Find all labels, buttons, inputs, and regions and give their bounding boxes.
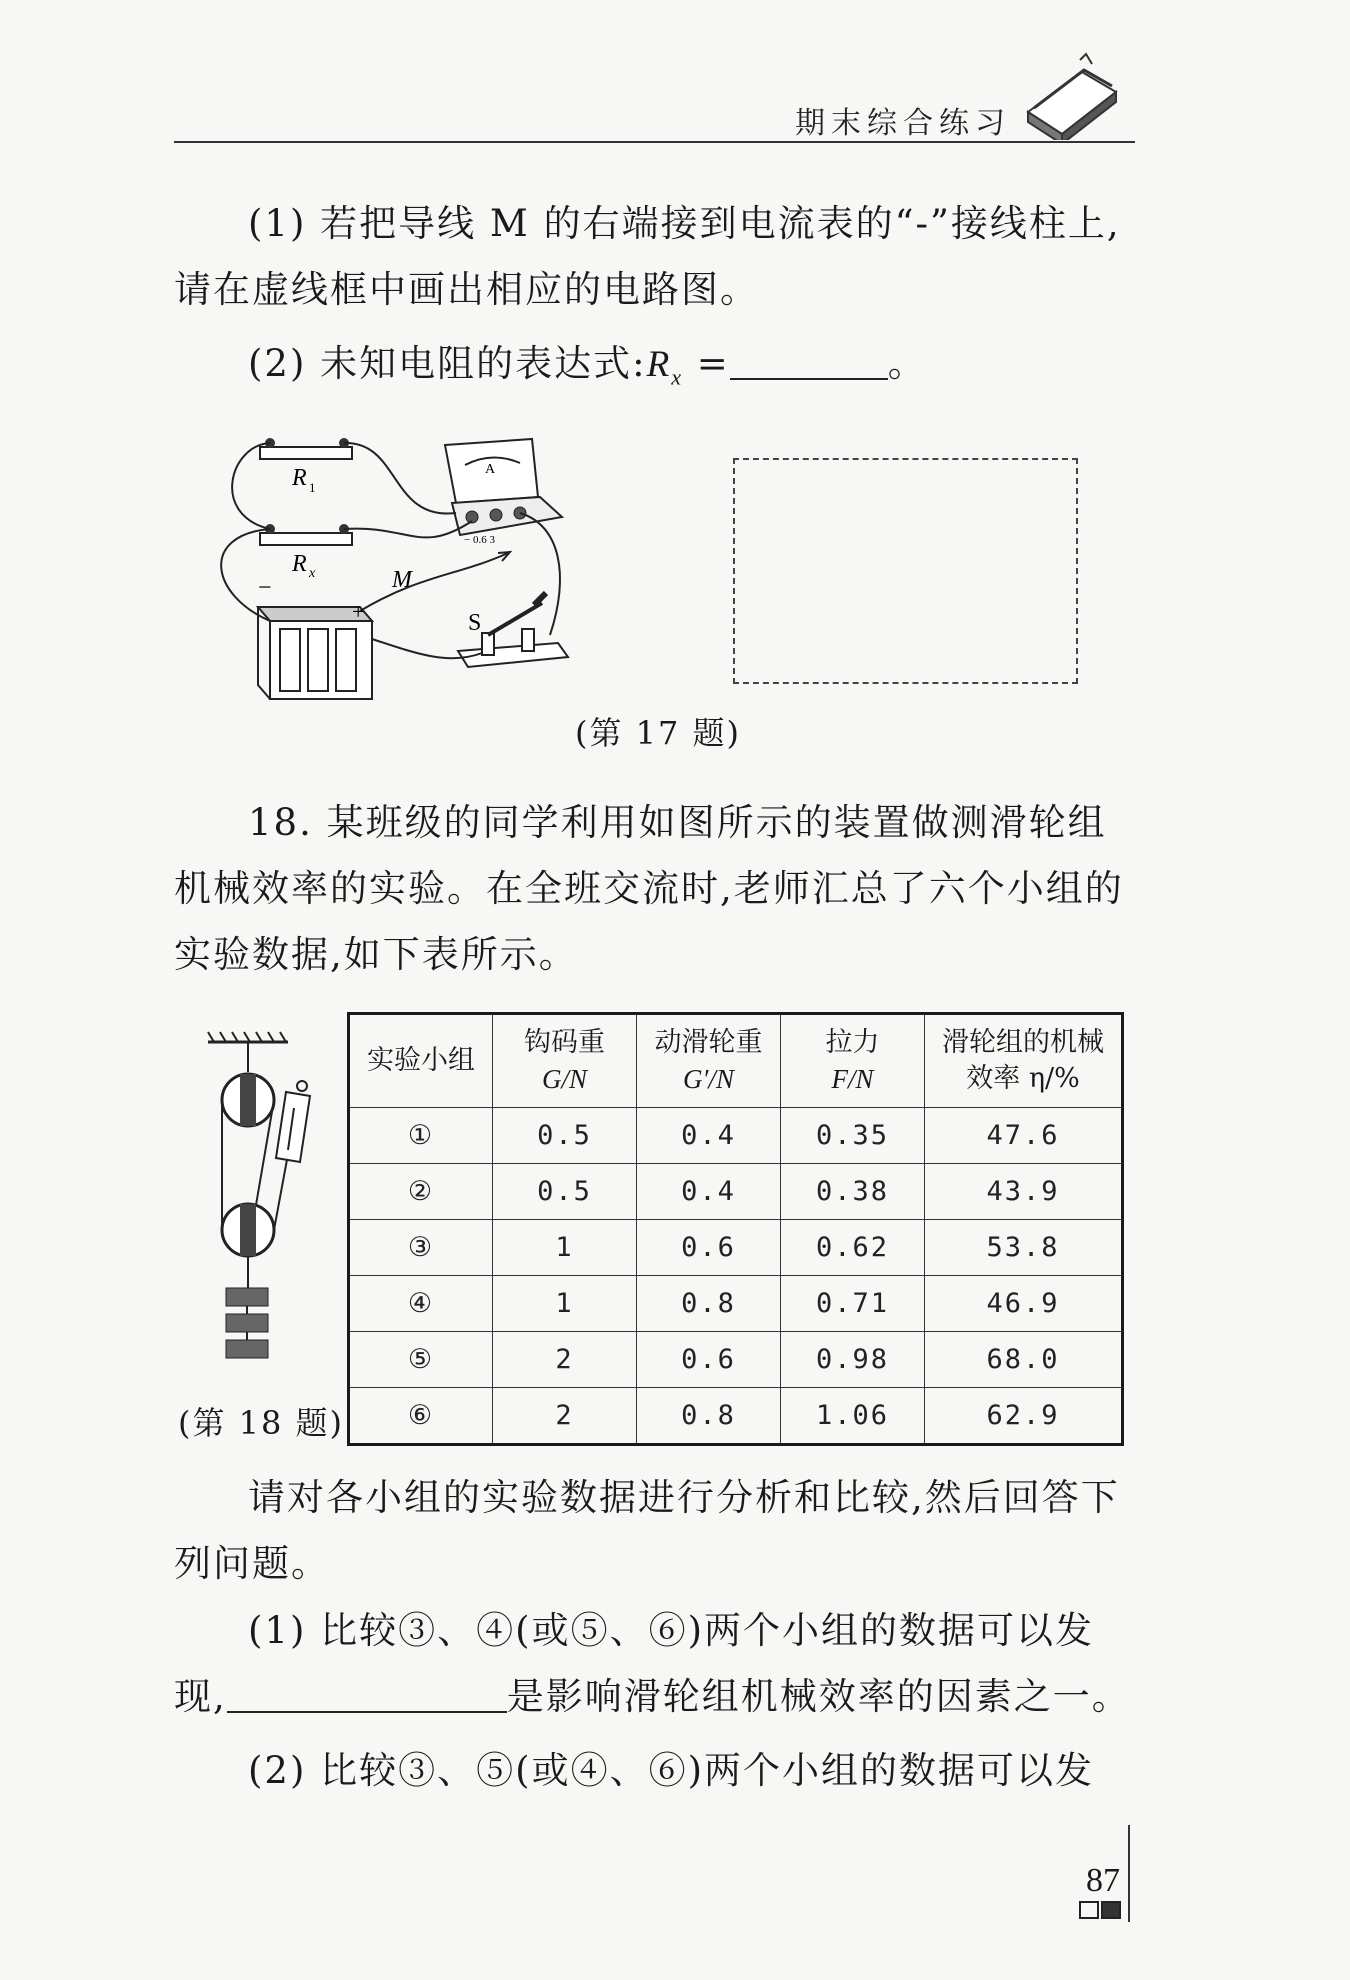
table-row: [349, 1332, 1123, 1388]
q18-sub2: (2) 比较③、⑤(或④、⑥)两个小组的数据可以发: [248, 1749, 1095, 1792]
header-group: 实验小组: [349, 1014, 493, 1108]
cell-pulley-weight: 0.8: [637, 1388, 781, 1445]
q17-part1: (1) 若把导线 M 的右端接到电流表的“-”接线柱上,请在虚线框中画出相应的电路图。: [174, 202, 1121, 311]
header-title: 期末综合练习: [795, 106, 1011, 141]
table-row: [349, 1220, 1123, 1276]
weight: [226, 1340, 268, 1358]
answer-blank-factor[interactable]: [227, 1677, 507, 1713]
battery-plus: +: [352, 599, 365, 624]
table-row: [349, 1164, 1123, 1220]
cell-weight: 0.5: [493, 1164, 637, 1220]
table-row: [349, 1108, 1123, 1164]
header-efficiency: 滑轮组的机械 效率 η/%: [925, 1014, 1123, 1108]
cell-pulley-weight: 0.4: [637, 1164, 781, 1220]
cell-pulley-weight: 0.4: [637, 1108, 781, 1164]
cell-pull-force: 0.38: [781, 1164, 925, 1220]
cell-efficiency: 43.9: [925, 1164, 1123, 1220]
cell-efficiency: 62.9: [925, 1388, 1123, 1445]
answer-blank-rx[interactable]: [730, 344, 888, 380]
label-rx-sub: x: [309, 566, 316, 581]
wire-m: [360, 553, 508, 611]
cell-pulley-weight: 0.6: [637, 1332, 781, 1388]
weight: [226, 1288, 268, 1306]
q18-caption: (第 18 题): [178, 1404, 345, 1442]
header-pulley-weight: 动滑轮重 G′/N: [637, 1014, 781, 1108]
data-table: [347, 1012, 1124, 1446]
cell-group: ④: [349, 1276, 493, 1332]
q18-intro: 18. 某班级的同学利用如图所示的装置做测滑轮组机械效率的实验。在全班交流时,老师汇总了六个小组的实验数据,如下表所示。: [174, 801, 1124, 976]
ammeter-label: A: [485, 462, 496, 477]
switch-label: S: [468, 610, 482, 636]
cell-group: ⑤: [349, 1332, 493, 1388]
label-rx: R: [292, 551, 307, 577]
header-divider: [174, 141, 1135, 143]
cell-pulley-weight: 0.8: [637, 1276, 781, 1332]
table-row: [349, 1276, 1123, 1332]
cell-pulley-weight: 0.6: [637, 1220, 781, 1276]
q17-part2: (2) 未知电阻的表达式$:R_x$ = 。: [248, 342, 927, 390]
cell-efficiency: 46.9: [925, 1276, 1123, 1332]
q18-analysis: 请对各小组的实验数据进行分析和比较,然后回答下列问题。: [174, 1476, 1120, 1585]
cell-weight: 1: [493, 1220, 637, 1276]
cell-pull-force: 0.62: [781, 1220, 925, 1276]
cell-pull-force: 0.71: [781, 1276, 925, 1332]
q18-sub1: (1) 比较③、④(或⑤、⑥)两个小组的数据可以发现, 是影响滑轮组机械效率的因素之一。: [174, 1609, 1131, 1718]
cell-weight: 2: [493, 1332, 637, 1388]
cell-weight: 2: [493, 1388, 637, 1445]
page-number: 87: [1086, 1862, 1120, 1899]
header-weight: 钩码重 G/N: [493, 1014, 637, 1108]
pulley-figure: [196, 1030, 326, 1375]
resistor-r1: [260, 447, 352, 459]
battery-minus: −: [258, 575, 272, 601]
weight: [226, 1314, 268, 1332]
answer-drawing-box[interactable]: [733, 458, 1078, 684]
book-icon: [1020, 50, 1120, 140]
label-r1: R: [292, 465, 307, 491]
cell-efficiency: 68.0: [925, 1332, 1123, 1388]
cell-weight: 1: [493, 1276, 637, 1332]
cell-pull-force: 1.06: [781, 1388, 925, 1445]
wire-m-label: M: [392, 567, 412, 593]
ammeter-scale: − 0.6 3: [464, 534, 495, 546]
circuit-figure: [220, 425, 590, 715]
spring-scale: [276, 1092, 310, 1162]
table-header-row: [349, 1014, 1123, 1108]
table-row: [349, 1388, 1123, 1445]
resistor-rx: [260, 533, 352, 545]
cell-efficiency: 47.6: [925, 1108, 1123, 1164]
q17-caption: (第 17 题): [575, 714, 742, 752]
cell-group: ①: [349, 1108, 493, 1164]
cell-pull-force: 0.98: [781, 1332, 925, 1388]
cell-group: ③: [349, 1220, 493, 1276]
cell-pull-force: 0.35: [781, 1108, 925, 1164]
cell-group: ⑥: [349, 1388, 493, 1445]
page-number-rule: [1128, 1825, 1130, 1922]
header-pull-force: 拉力 F/N: [781, 1014, 925, 1108]
label-r1-sub: 1: [309, 480, 316, 495]
page-marker-icon: [1078, 1900, 1124, 1920]
cell-weight: 0.5: [493, 1108, 637, 1164]
cell-efficiency: 53.8: [925, 1220, 1123, 1276]
cell-group: ②: [349, 1164, 493, 1220]
